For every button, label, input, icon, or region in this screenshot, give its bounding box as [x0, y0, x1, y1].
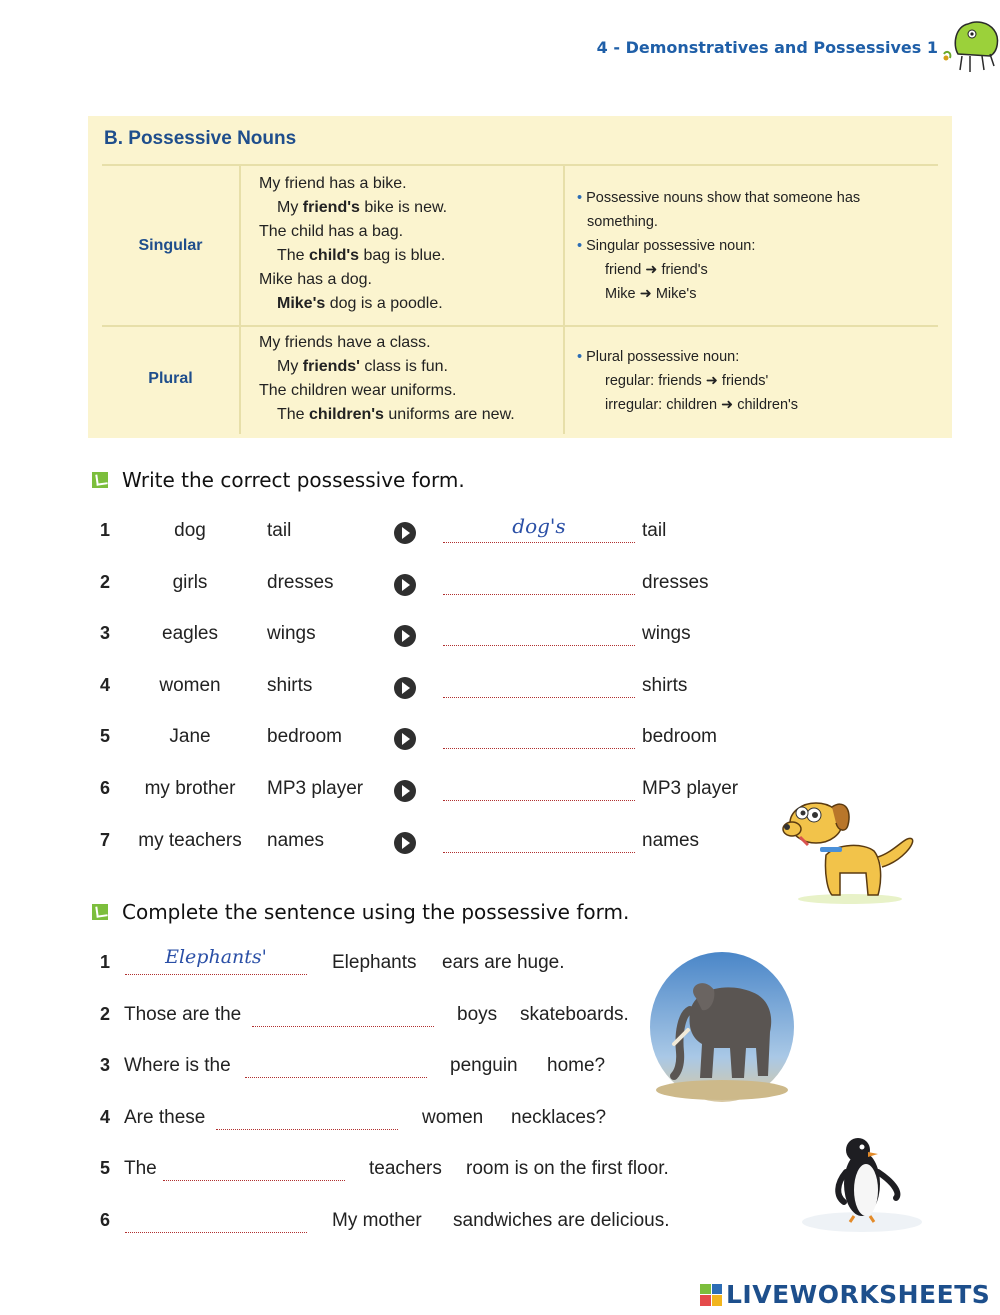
pencil-check-icon: [92, 472, 108, 488]
exercise1-heading-text: Write the correct possessive form.: [122, 468, 465, 492]
example-line: [259, 244, 563, 268]
item-number: 2: [100, 571, 111, 592]
arrow-right-icon: [394, 780, 416, 802]
example-text: Mike has a dog.: [259, 271, 372, 288]
plural-label: Plural: [148, 369, 193, 387]
example-text: The: [277, 406, 310, 423]
thing-word: MP3 player: [267, 778, 364, 799]
note-text: Plural possessive noun:: [586, 349, 740, 365]
example-line: [259, 196, 563, 220]
example-line: [259, 355, 563, 379]
thing-word-after: MP3 player: [642, 778, 739, 799]
item-number: 1: [100, 952, 111, 972]
exercise1-row: [0, 572, 1000, 602]
note-text: regular: friends ➜ friends': [605, 373, 769, 389]
thing-word: wings: [267, 623, 316, 645]
answer-field[interactable]: [252, 1004, 434, 1027]
arrow-right-icon: [394, 522, 416, 544]
answer-field[interactable]: [443, 623, 635, 646]
exercise2-row: [0, 1004, 1000, 1034]
thing-word: bedroom: [267, 726, 342, 748]
exercise1-row: [0, 726, 1000, 756]
answer-field[interactable]: [443, 726, 635, 749]
exercise1-row: [0, 623, 1000, 653]
example-line: [259, 172, 563, 196]
example-text: bike is new.: [359, 199, 448, 216]
thing-word-after: dresses: [642, 571, 709, 593]
bullet-icon: •: [577, 238, 587, 254]
thing-word-after: wings: [642, 623, 691, 645]
arrow-right-icon: [394, 677, 416, 699]
liveworksheets-logo: [700, 1280, 990, 1309]
owner-word: Jane: [169, 726, 211, 748]
singular-notes: [565, 186, 938, 316]
owner-word: women: [422, 1106, 484, 1128]
example-line: [259, 292, 563, 316]
example-text: class is fun.: [359, 358, 448, 375]
thing-word-after: names: [642, 829, 700, 851]
note-line: [577, 234, 938, 258]
note-line: [577, 210, 938, 234]
singular-label: Singular: [138, 236, 203, 254]
example-text: My friends have a class.: [259, 334, 431, 351]
note-text: Possessive nouns show that someone has: [586, 190, 861, 206]
owner-word: girls: [172, 571, 208, 593]
item-number: 5: [100, 726, 111, 747]
owner-word: my teachers: [138, 829, 242, 851]
exercise2-heading: [92, 900, 629, 924]
owner-word: eagles: [162, 623, 218, 645]
frog-mascot-icon: [938, 14, 1000, 76]
example-text: uniforms are new.: [383, 406, 515, 423]
item-number: 1: [100, 520, 111, 540]
answer-field[interactable]: [443, 514, 635, 543]
owner-word: My mother: [332, 1210, 422, 1231]
example-text: The child has a bag.: [259, 223, 404, 240]
owner-word: dog: [174, 520, 206, 541]
example-line: [259, 220, 563, 244]
example-line: [259, 268, 563, 292]
example-line: [259, 331, 563, 355]
note-text: Singular possessive noun:: [586, 238, 756, 254]
thing-word: dresses: [267, 571, 334, 593]
thing-word: shirts: [267, 674, 313, 696]
exercise1-row: [0, 514, 1000, 550]
note-line: [577, 258, 938, 282]
thing-word: names: [267, 829, 325, 851]
item-number: 3: [100, 1055, 111, 1076]
owner-word: Elephants: [332, 952, 417, 973]
thing-word-after: bedroom: [642, 726, 717, 748]
plural-notes: [565, 345, 938, 430]
item-number: 5: [100, 1158, 111, 1179]
chapter-title: 4 - Demonstratives and Possessives 1: [596, 38, 938, 57]
note-line: [577, 369, 938, 393]
example-text: bag is blue.: [359, 247, 446, 264]
plural-examples: [241, 327, 563, 430]
sentence-rest: home?: [547, 1055, 606, 1077]
grammar-box: [88, 116, 952, 438]
penguin-photo: [800, 1132, 925, 1232]
item-number: 4: [100, 1106, 111, 1127]
answer-field[interactable]: [125, 1210, 307, 1233]
owner-word: my brother: [144, 778, 236, 799]
sentence-rest: necklaces?: [511, 1106, 607, 1128]
owner-word: penguin: [450, 1055, 518, 1077]
item-number: 4: [100, 674, 111, 695]
sentence-rest: sandwiches are delicious.: [453, 1210, 670, 1231]
note-text: Mike ➜ Mike's: [605, 286, 697, 302]
arrow-right-icon: [394, 728, 416, 750]
bullet-icon: •: [577, 190, 587, 206]
possessive-word: child's: [309, 247, 360, 264]
item-number: 6: [100, 778, 111, 798]
example-text: My friend has a bike.: [259, 175, 407, 192]
dog-illustration: [778, 795, 928, 905]
singular-examples: [241, 166, 563, 325]
example-text: dog is a poodle.: [325, 295, 443, 312]
owner-word: women: [159, 674, 221, 696]
exercise2-row: [0, 946, 1000, 982]
arrow-right-icon: [394, 625, 416, 647]
example-text: The: [277, 247, 310, 264]
arrow-right-icon: [394, 832, 416, 854]
note-text: friend ➜ friend's: [605, 262, 708, 278]
arrow-right-icon: [394, 574, 416, 596]
item-number: 2: [100, 1003, 111, 1024]
sentence-rest: skateboards.: [520, 1003, 629, 1025]
sentence-prefix: Are these: [124, 1106, 206, 1128]
thing-word: tail: [267, 520, 292, 541]
pencil-check-icon: [92, 904, 108, 920]
example-text: My: [277, 358, 303, 375]
possessive-word: friend's: [302, 199, 360, 216]
item-number: 6: [100, 1210, 111, 1230]
answer-field[interactable]: [245, 1055, 427, 1078]
possessive-word: friends': [302, 358, 360, 375]
bullet-icon: •: [577, 349, 587, 365]
logo-mark-icon: [700, 1284, 722, 1306]
answer-field[interactable]: [443, 675, 635, 698]
logo-text: LIVEWORKSHEETS: [726, 1280, 991, 1309]
sentence-prefix: Where is the: [124, 1055, 231, 1077]
answer-field[interactable]: [443, 830, 635, 853]
sentence-rest: room is on the first floor.: [466, 1158, 669, 1180]
thing-word-after: tail: [642, 520, 667, 541]
note-text: irregular: children ➜ children's: [605, 397, 799, 413]
possessive-word: Mike's: [277, 295, 326, 312]
exercise1-row: [0, 675, 1000, 705]
grammar-heading: B. Possessive Nouns: [104, 128, 297, 149]
sentence-prefix: Those are the: [124, 1003, 242, 1025]
note-line: [577, 186, 938, 210]
item-number: 3: [100, 623, 111, 644]
answer-field[interactable]: [216, 1107, 398, 1130]
answer-text: dog's: [512, 514, 566, 538]
elephant-photo: [650, 952, 795, 1102]
possessive-word: children's: [309, 406, 384, 423]
exercise2-heading-text: Complete the sentence using the possessive form.: [122, 900, 630, 924]
note-text: something.: [587, 214, 658, 230]
answer-field[interactable]: [443, 778, 635, 801]
owner-word: boys: [457, 1003, 498, 1025]
answer-field[interactable]: [163, 1158, 345, 1181]
answer-text: Elephants': [165, 946, 267, 968]
thing-word-after: shirts: [642, 674, 688, 696]
answer-field[interactable]: [125, 946, 307, 975]
example-line: [259, 403, 563, 427]
example-text: The children wear uniforms.: [259, 382, 457, 399]
example-line: [259, 379, 563, 403]
exercise1-heading: [92, 468, 465, 492]
note-line: [577, 345, 938, 369]
owner-word: teachers: [369, 1158, 442, 1180]
sentence-rest: ears are huge.: [442, 952, 565, 973]
example-text: My: [277, 199, 303, 216]
item-number: 7: [100, 829, 111, 850]
sentence-prefix: The: [124, 1158, 157, 1180]
note-line: [577, 393, 938, 417]
note-line: [577, 282, 938, 306]
answer-field[interactable]: [443, 572, 635, 595]
exercise2-row: [0, 1055, 1000, 1085]
